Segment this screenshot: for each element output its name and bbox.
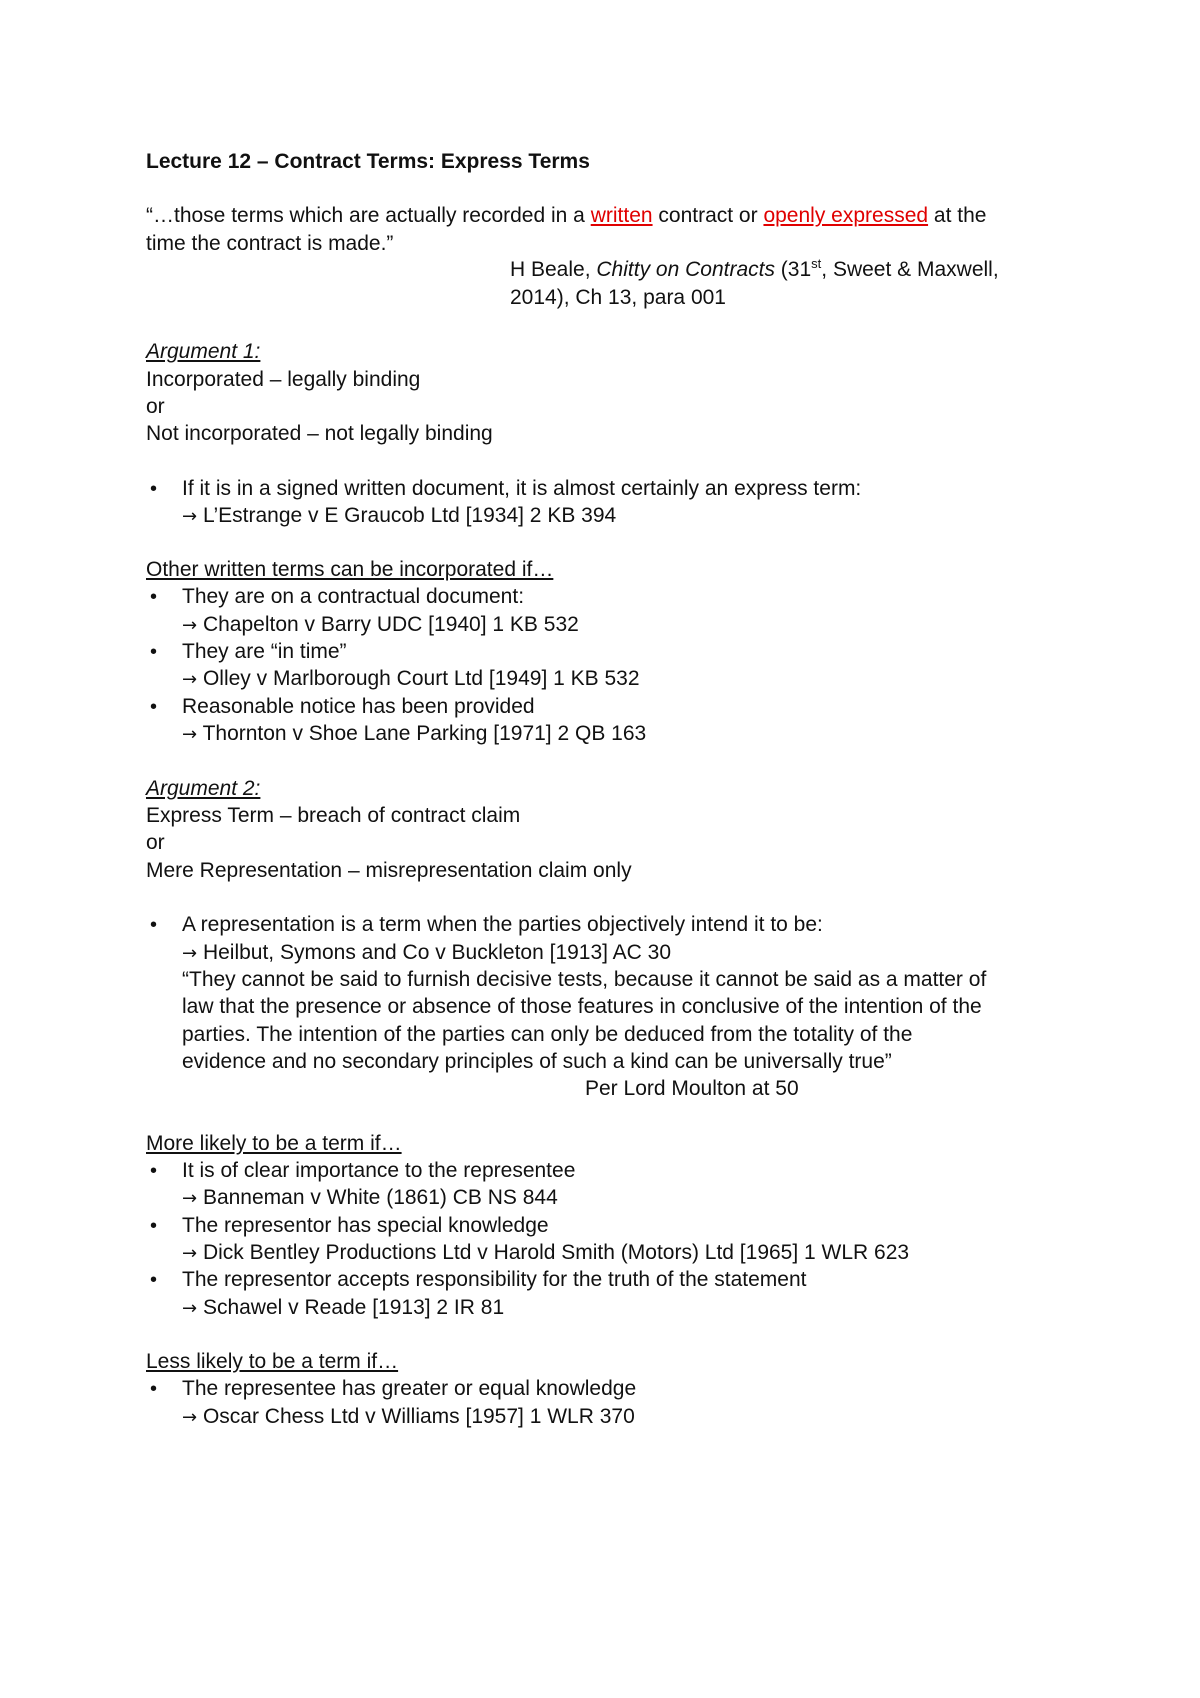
bullet-icon: •	[150, 1215, 158, 1237]
bullet-icon: •	[150, 1160, 158, 1182]
written-highlight: written	[590, 204, 653, 227]
quote-line-2: time the contract is made.”	[146, 232, 394, 255]
bullet-text: A representation is a term when the parties objectively intend it to be:	[182, 913, 823, 936]
argument-1-heading: Argument 1:	[146, 340, 261, 363]
bullet-icon: •	[150, 586, 158, 608]
case-citation	[182, 1184, 558, 1213]
case-citation	[182, 502, 616, 531]
case-citation	[182, 611, 579, 640]
bullet-text: The representee has greater or equal knowledge	[182, 1377, 637, 1400]
arrow-icon: →	[182, 506, 198, 527]
case-name: Olley v Marlborough Court Ltd [1949] 1 KB 532	[202, 667, 640, 690]
bullet-icon: •	[150, 641, 158, 663]
citation-author: H Beale,	[510, 258, 597, 281]
bullet-text: They are “in time”	[182, 640, 347, 663]
case-name: Oscar Chess Ltd v Williams [1957] 1 WLR 370	[202, 1405, 635, 1428]
case-citation	[182, 1403, 635, 1432]
case-name: Heilbut, Symons and Co v Buckleton [1913] AC 30	[202, 941, 672, 964]
citation-line-1	[510, 256, 999, 284]
arrow-icon: →	[182, 669, 198, 690]
arrow-icon: →	[182, 615, 198, 636]
document-title: Lecture 12 – Contract Terms: Express Terms	[146, 150, 590, 173]
quote-text: “…those terms which are actually recorded in a	[146, 204, 591, 227]
citation-line-2: 2014), Ch 13, para 001	[510, 286, 726, 309]
judicial-quote-line: parties. The intention of the parties can only be deduced from the totality of the	[182, 1023, 913, 1046]
citation-superscript: st	[811, 256, 822, 271]
quote-text: contract or	[652, 204, 764, 227]
openly-expressed-highlight: openly expressed	[763, 204, 929, 227]
bullet-text: The representor accepts responsibility for the truth of the statement	[182, 1268, 807, 1291]
citation-publisher: , Sweet & Maxwell,	[821, 258, 999, 281]
arrow-icon: →	[182, 1407, 198, 1428]
judicial-quote-line: law that the presence or absence of those features in conclusive of the intention of the	[182, 995, 982, 1018]
argument-2-line: Mere Representation – misrepresentation claim only	[146, 859, 632, 882]
more-likely-heading: More likely to be a term if…	[146, 1132, 402, 1155]
argument-2-line: Express Term – breach of contract claim	[146, 804, 521, 827]
argument-1-line: or	[146, 395, 165, 418]
case-name: Dick Bentley Productions Ltd v Harold Smith (Motors) Ltd [1965] 1 WLR 623	[202, 1241, 910, 1264]
bullet-icon: •	[150, 1269, 158, 1291]
case-name: Schawel v Reade [1913] 2 IR 81	[202, 1296, 505, 1319]
arrow-icon: →	[182, 1188, 198, 1209]
case-citation	[182, 665, 640, 694]
quote-line-1	[146, 202, 986, 230]
citation-book: Chitty on Contracts	[596, 258, 775, 281]
argument-2-heading: Argument 2:	[146, 777, 261, 800]
judicial-quote-line: “They cannot be said to furnish decisive tests, because it cannot be said as a matter of	[182, 968, 987, 991]
case-name: Banneman v White (1861) CB NS 844	[202, 1186, 558, 1209]
case-citation	[182, 939, 671, 968]
quote-text: at the	[928, 204, 987, 227]
arrow-icon: →	[182, 1298, 198, 1319]
judge-attribution: Per Lord Moulton at 50	[585, 1077, 799, 1100]
bullet-icon: •	[150, 478, 158, 500]
bullet-text: They are on a contractual document:	[182, 585, 525, 608]
less-likely-heading: Less likely to be a term if…	[146, 1350, 399, 1373]
argument-1-line: Incorporated – legally binding	[146, 368, 421, 391]
arrow-icon: →	[182, 724, 198, 745]
other-terms-heading: Other written terms can be incorporated if…	[146, 558, 554, 581]
bullet-icon: •	[150, 696, 158, 718]
case-name: L’Estrange v E Graucob Ltd [1934] 2 KB 394	[202, 504, 617, 527]
case-citation	[182, 1294, 504, 1323]
bullet-text: It is of clear importance to the representee	[182, 1159, 576, 1182]
case-name: Thornton v Shoe Lane Parking [1971] 2 QB 163	[202, 722, 647, 745]
case-citation	[182, 1239, 909, 1268]
bullet-text: Reasonable notice has been provided	[182, 695, 535, 718]
arrow-icon: →	[182, 1243, 198, 1264]
argument-1-line: Not incorporated – not legally binding	[146, 422, 493, 445]
bullet-text: The representor has special knowledge	[182, 1214, 549, 1237]
arrow-icon: →	[182, 943, 198, 964]
argument-2-line: or	[146, 831, 165, 854]
case-name: Chapelton v Barry UDC [1940] 1 KB 532	[202, 613, 579, 636]
bullet-icon: •	[150, 914, 158, 936]
case-citation	[182, 720, 646, 749]
bullet-icon: •	[150, 1378, 158, 1400]
judicial-quote-line: evidence and no secondary principles of such a kind can be universally true”	[182, 1050, 892, 1073]
citation-edition: (31	[774, 258, 812, 281]
bullet-text: If it is in a signed written document, it is almost certainly an express term:	[182, 477, 862, 500]
